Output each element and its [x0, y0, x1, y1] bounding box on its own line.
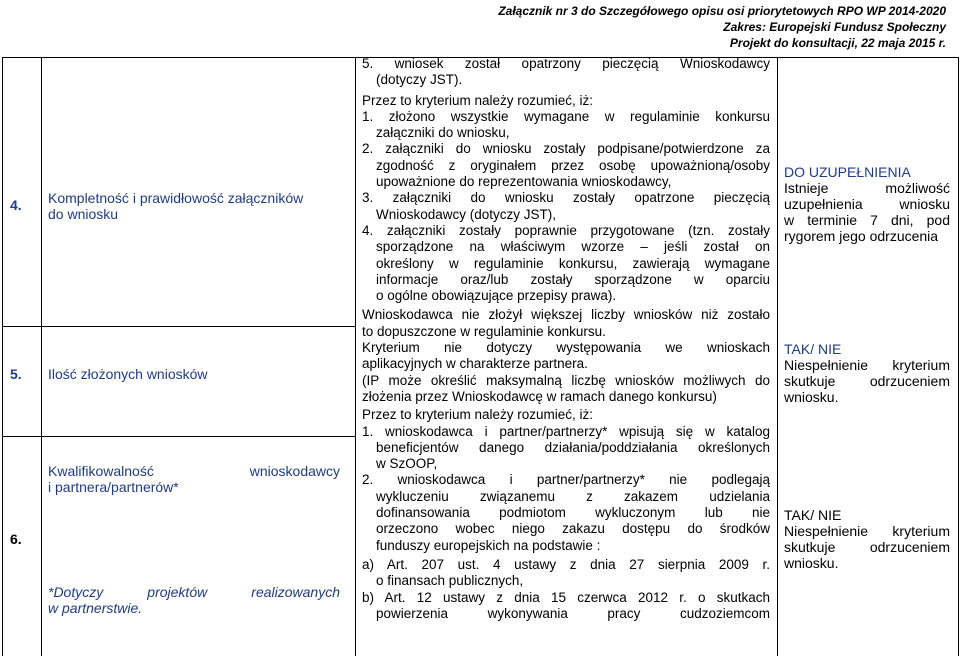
assessment-label: TAK/ NIE: [784, 341, 842, 357]
header-line-project: Projekt do konsultacji, 22 maja 2015 r.: [729, 36, 946, 50]
row-number-4: 4.: [10, 197, 22, 213]
row-number-5: 5.: [10, 366, 22, 382]
criterion-title-line: do wniosku: [48, 206, 119, 222]
assessment-line: skutkuje odrzuceniem: [784, 373, 950, 389]
desc-line: to dopuszczone w regulaminie konkursu.: [362, 323, 606, 339]
desc-line: o ogólne obowiązujące przepisy prawa).: [376, 288, 617, 304]
desc-line: wykluczeniu związanemu z zakazem udzielania: [376, 488, 770, 504]
desc-line: o finansach publicznych,: [376, 573, 524, 589]
row-number-6: 6.: [10, 531, 22, 547]
desc-line: 4. załączniki zostały poprawnie przygotowane (tzn. zostały: [362, 222, 770, 238]
header-line-scope: Zakres: Europejski Fundusz Społeczny: [723, 20, 946, 34]
header-line-attachment: Załącznik nr 3 do Szczegółowego opisu osi priorytetowych RPO WP 2014-2020: [498, 4, 946, 18]
assessment-line: Niespełnienie kryterium: [784, 523, 950, 539]
criterion-title-applications-count: Ilość złożonych wniosków: [48, 366, 208, 382]
assessment-line: uzupełnienia wniosku: [784, 196, 950, 212]
desc-line: zgodność z oryginałem przez osobę upoważnioną/osoby: [376, 157, 770, 173]
title-word: wnioskodawcy: [249, 463, 340, 479]
title-word: Kwalifikowalność: [48, 463, 154, 479]
desc-line: informacje oraz/lub zostały sporządzone w oparciu: [376, 271, 770, 287]
desc-line: Wnioskodawcy (dotyczy JST),: [376, 206, 557, 222]
desc-line: aplikacyjnych w charakterze partnera.: [362, 356, 588, 372]
assessment-applications-count: [784, 341, 950, 405]
assessment-line: wniosku.: [784, 389, 839, 405]
criterion-title-line: [48, 463, 340, 479]
desc-intro: Przez to kryterium należy rozumieć, iż:: [362, 92, 594, 108]
criterion-title-line: i partnera/partnerów*: [48, 479, 179, 495]
desc-line: upoważnione do reprezentowania wnioskodawcy,: [376, 174, 672, 190]
assessment-label: DO UZUPEŁNIENIA: [784, 164, 911, 180]
note-word: projektów: [147, 584, 208, 600]
row-divider: [3, 436, 355, 437]
partnership-note: [48, 584, 340, 616]
desc-line: (IP może określić maksymalną liczbę wniosków możliwych do: [362, 372, 770, 388]
desc-line: dofinansowania podmiotom wykluczonym lub nie: [376, 505, 770, 521]
desc-line: Wnioskodawca nie złożył większej liczby wniosków niż zostało: [362, 307, 770, 323]
assessment-line: Niespełnienie kryterium: [784, 357, 950, 373]
desc-intro: Przez to kryterium należy rozumieć, iż:: [362, 407, 594, 423]
document-header: [498, 3, 946, 51]
desc-line: powierzenia wykonywania pracy cudzoziemcom: [376, 605, 770, 621]
desc-line: 5. wniosek został opatrzony pieczęcią Wnioskodawcy: [362, 56, 770, 71]
description-text: [362, 56, 770, 622]
desc-line: 2. załączniki do wniosku zostały podpisane/potwierdzone za: [362, 141, 770, 157]
desc-line: złożenia przez Wnioskodawcę w ramach danego konkursu): [362, 388, 717, 404]
assessment-eligibility: [784, 507, 950, 571]
row-divider: [3, 326, 355, 327]
desc-line: beneficjentów danego działania/poddziałania określonych: [376, 439, 770, 455]
desc-line: funduszy europejskich na podstawie :: [376, 537, 601, 553]
desc-line: 1. złożono wszystkie wymagane w regulaminie konkursu: [362, 108, 770, 124]
desc-line: orzeczono wobec niego zakazu dostępu do środków: [376, 521, 770, 537]
assessment-line: w terminie 7 dni, pod: [784, 212, 950, 228]
desc-line: b) Art. 12 ustawy z dnia 15 czerwca 2012 r. o skutkach: [362, 589, 770, 605]
desc-line: Kryterium nie dotyczy występowania we wnioskach: [362, 340, 770, 356]
criterion-title-attachments: [48, 190, 348, 222]
note-line: [48, 584, 340, 600]
note-line: w partnerstwie.: [48, 600, 143, 616]
desc-line: sporządzone na właściwym wzorze – jeśli został on: [376, 239, 770, 255]
assessment-line: wniosku.: [784, 555, 839, 571]
criterion-column: [41, 58, 356, 656]
criterion-title-line: Kompletność i prawidłowość załączników: [48, 190, 304, 206]
assessment-line: rygorem jego odrzucenia: [784, 228, 939, 244]
criterion-title-eligibility: [48, 463, 340, 495]
desc-line: określony w regulaminie konkursu, zawierają wymagane: [376, 255, 770, 271]
assessment-line: Istnieje możliwość: [784, 180, 950, 196]
assessment-line: skutkuje odrzuceniem: [784, 539, 950, 555]
desc-line: a) Art. 207 ust. 4 ustawy z dnia 27 sierpnia 2009 r.: [362, 556, 770, 572]
desc-line: 2. wnioskodawca i partner/partnerzy* nie podlegają: [362, 472, 770, 488]
desc-line: 1. wnioskodawca i partner/partnerzy* wpisują się w katalog: [362, 423, 770, 439]
note-word: *Dotyczy: [48, 584, 104, 600]
assessment-attachments: [784, 164, 950, 244]
number-column: [3, 58, 42, 656]
assessment-label: TAK/ NIE: [784, 507, 842, 523]
note-word: realizowanych: [251, 584, 340, 600]
desc-line: załączniki do wniosku,: [376, 125, 510, 141]
desc-line: (dotyczy JST).: [376, 72, 463, 88]
desc-line: w SzOOP,: [376, 456, 438, 472]
desc-line: 3. załączniki do wniosku zostały opatrzone pieczęcią: [362, 190, 770, 206]
